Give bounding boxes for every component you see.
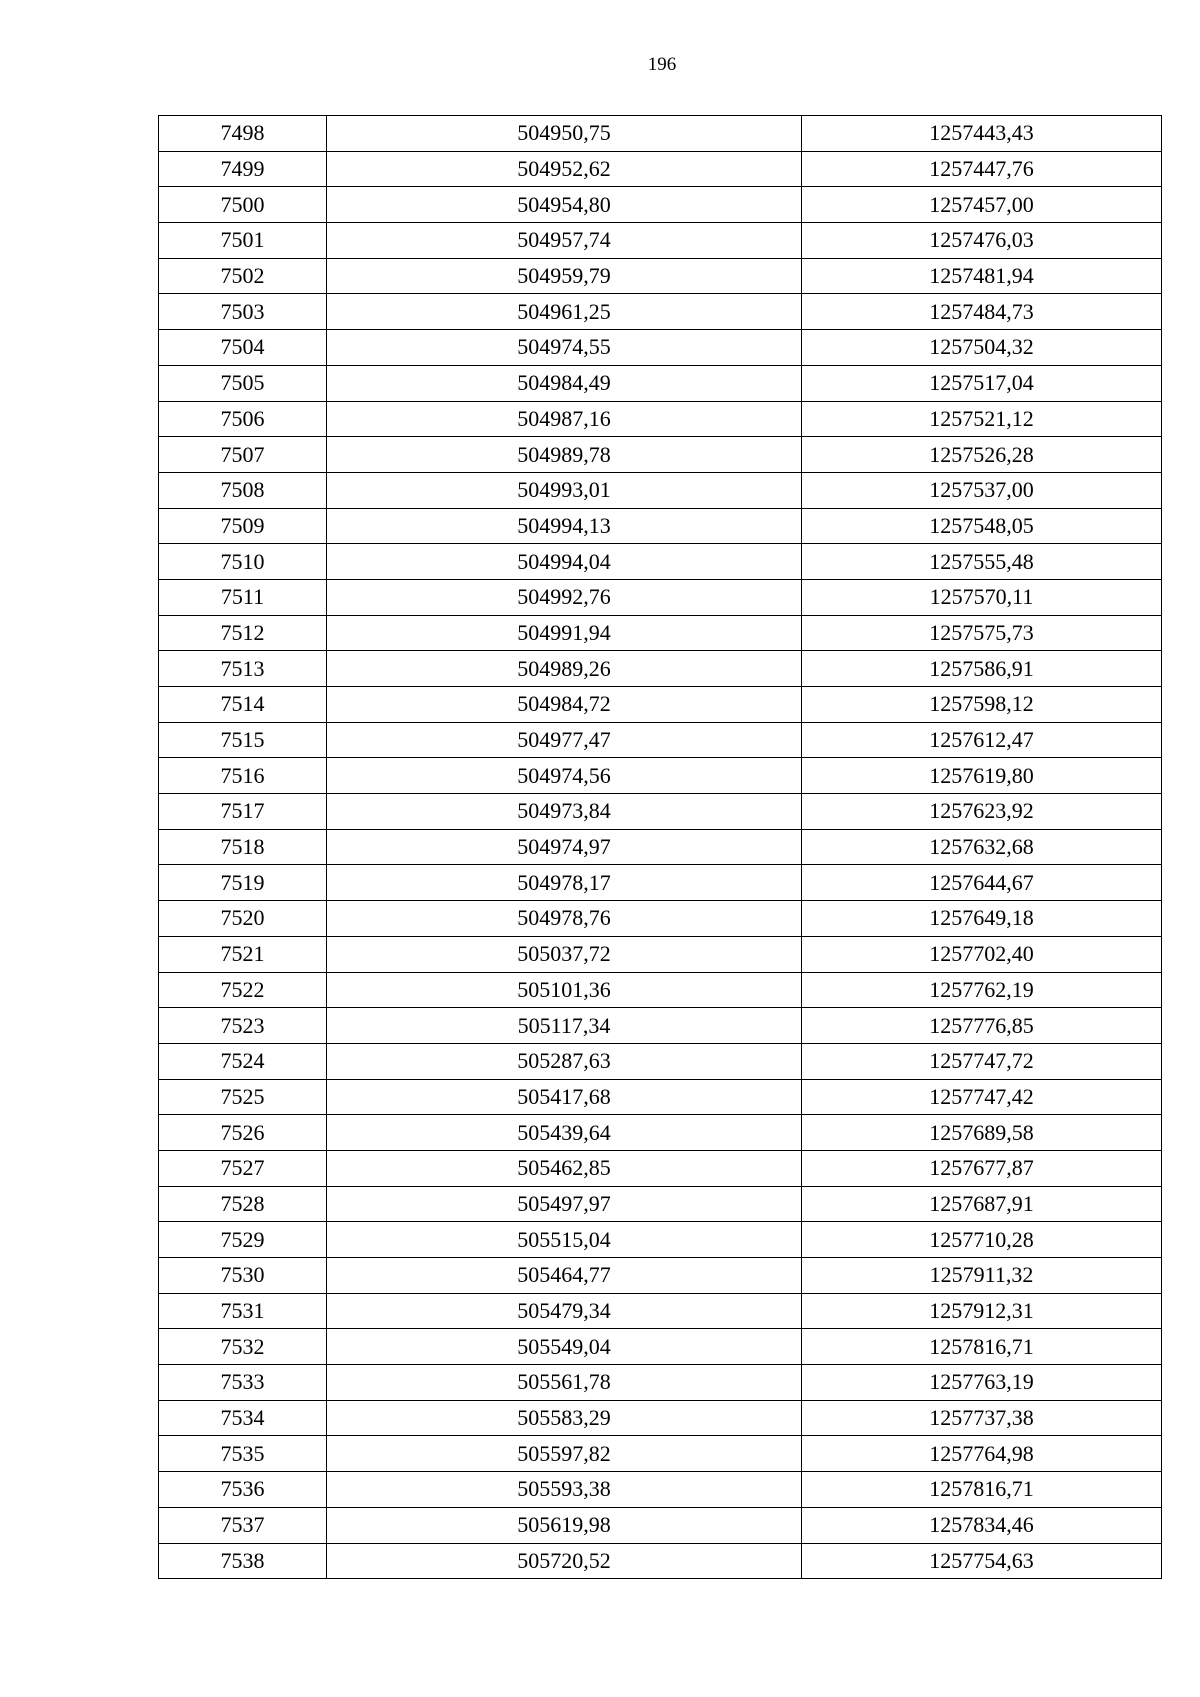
x-coordinate-cell: 505549,04 bbox=[327, 1329, 802, 1365]
point-number-cell: 7513 bbox=[159, 651, 327, 687]
point-number-cell: 7520 bbox=[159, 901, 327, 937]
point-number-cell: 7502 bbox=[159, 258, 327, 294]
point-number-cell: 7507 bbox=[159, 437, 327, 473]
point-number-cell: 7527 bbox=[159, 1150, 327, 1186]
table-row bbox=[159, 1472, 1162, 1508]
y-coordinate-cell: 1257649,18 bbox=[802, 901, 1162, 937]
x-coordinate-cell: 504961,25 bbox=[327, 294, 802, 330]
point-number-cell: 7510 bbox=[159, 544, 327, 580]
y-coordinate-cell: 1257443,43 bbox=[802, 116, 1162, 152]
table-row bbox=[159, 1293, 1162, 1329]
y-coordinate-cell: 1257537,00 bbox=[802, 472, 1162, 508]
x-coordinate-cell: 504984,72 bbox=[327, 687, 802, 723]
point-number-cell: 7531 bbox=[159, 1293, 327, 1329]
y-coordinate-cell: 1257504,32 bbox=[802, 330, 1162, 366]
y-coordinate-cell: 1257517,04 bbox=[802, 365, 1162, 401]
y-coordinate-cell: 1257612,47 bbox=[802, 722, 1162, 758]
point-number-cell: 7536 bbox=[159, 1472, 327, 1508]
point-number-cell: 7508 bbox=[159, 472, 327, 508]
y-coordinate-cell: 1257737,38 bbox=[802, 1400, 1162, 1436]
y-coordinate-cell: 1257911,32 bbox=[802, 1258, 1162, 1294]
x-coordinate-cell: 504993,01 bbox=[327, 472, 802, 508]
x-coordinate-cell: 505117,34 bbox=[327, 1008, 802, 1044]
page-number: 196 bbox=[647, 54, 677, 75]
point-number-cell: 7519 bbox=[159, 865, 327, 901]
point-number-cell: 7499 bbox=[159, 151, 327, 187]
y-coordinate-cell: 1257526,28 bbox=[802, 437, 1162, 473]
coordinates-table bbox=[158, 115, 1162, 1579]
point-number-cell: 7504 bbox=[159, 330, 327, 366]
y-coordinate-cell: 1257747,72 bbox=[802, 1043, 1162, 1079]
point-number-cell: 7522 bbox=[159, 972, 327, 1008]
point-number-cell: 7535 bbox=[159, 1436, 327, 1472]
point-number-cell: 7521 bbox=[159, 936, 327, 972]
table-row bbox=[159, 1365, 1162, 1401]
y-coordinate-cell: 1257776,85 bbox=[802, 1008, 1162, 1044]
table-row bbox=[159, 865, 1162, 901]
point-number-cell: 7505 bbox=[159, 365, 327, 401]
x-coordinate-cell: 505479,34 bbox=[327, 1293, 802, 1329]
point-number-cell: 7509 bbox=[159, 508, 327, 544]
y-coordinate-cell: 1257677,87 bbox=[802, 1150, 1162, 1186]
point-number-cell: 7524 bbox=[159, 1043, 327, 1079]
table-row bbox=[159, 437, 1162, 473]
point-number-cell: 7537 bbox=[159, 1507, 327, 1543]
point-number-cell: 7538 bbox=[159, 1543, 327, 1579]
point-number-cell: 7506 bbox=[159, 401, 327, 437]
table-row bbox=[159, 794, 1162, 830]
x-coordinate-cell: 505462,85 bbox=[327, 1150, 802, 1186]
x-coordinate-cell: 504974,97 bbox=[327, 829, 802, 865]
y-coordinate-cell: 1257481,94 bbox=[802, 258, 1162, 294]
table-row bbox=[159, 615, 1162, 651]
table-row bbox=[159, 187, 1162, 223]
y-coordinate-cell: 1257447,76 bbox=[802, 151, 1162, 187]
x-coordinate-cell: 504957,74 bbox=[327, 223, 802, 259]
table-row bbox=[159, 151, 1162, 187]
x-coordinate-cell: 504978,17 bbox=[327, 865, 802, 901]
point-number-cell: 7530 bbox=[159, 1258, 327, 1294]
point-number-cell: 7511 bbox=[159, 579, 327, 615]
x-coordinate-cell: 504954,80 bbox=[327, 187, 802, 223]
x-coordinate-cell: 504984,49 bbox=[327, 365, 802, 401]
table-row bbox=[159, 901, 1162, 937]
table-row bbox=[159, 258, 1162, 294]
point-number-cell: 7534 bbox=[159, 1400, 327, 1436]
table-row bbox=[159, 223, 1162, 259]
y-coordinate-cell: 1257816,71 bbox=[802, 1329, 1162, 1365]
y-coordinate-cell: 1257689,58 bbox=[802, 1115, 1162, 1151]
point-number-cell: 7501 bbox=[159, 223, 327, 259]
table-row bbox=[159, 1008, 1162, 1044]
y-coordinate-cell: 1257754,63 bbox=[802, 1543, 1162, 1579]
point-number-cell: 7526 bbox=[159, 1115, 327, 1151]
table-row bbox=[159, 508, 1162, 544]
table-row bbox=[159, 1222, 1162, 1258]
point-number-cell: 7498 bbox=[159, 116, 327, 152]
table-row bbox=[159, 687, 1162, 723]
y-coordinate-cell: 1257702,40 bbox=[802, 936, 1162, 972]
y-coordinate-cell: 1257476,03 bbox=[802, 223, 1162, 259]
x-coordinate-cell: 504952,62 bbox=[327, 151, 802, 187]
point-number-cell: 7518 bbox=[159, 829, 327, 865]
y-coordinate-cell: 1257762,19 bbox=[802, 972, 1162, 1008]
x-coordinate-cell: 505597,82 bbox=[327, 1436, 802, 1472]
x-coordinate-cell: 504974,56 bbox=[327, 758, 802, 794]
table-row bbox=[159, 579, 1162, 615]
point-number-cell: 7516 bbox=[159, 758, 327, 794]
x-coordinate-cell: 504989,26 bbox=[327, 651, 802, 687]
table-row bbox=[159, 1079, 1162, 1115]
y-coordinate-cell: 1257570,11 bbox=[802, 579, 1162, 615]
table-row bbox=[159, 972, 1162, 1008]
y-coordinate-cell: 1257764,98 bbox=[802, 1436, 1162, 1472]
x-coordinate-cell: 505497,97 bbox=[327, 1186, 802, 1222]
x-coordinate-cell: 504989,78 bbox=[327, 437, 802, 473]
x-coordinate-cell: 505593,38 bbox=[327, 1472, 802, 1508]
table-row bbox=[159, 1329, 1162, 1365]
point-number-cell: 7515 bbox=[159, 722, 327, 758]
point-number-cell: 7503 bbox=[159, 294, 327, 330]
x-coordinate-cell: 505619,98 bbox=[327, 1507, 802, 1543]
table-row bbox=[159, 330, 1162, 366]
table-body bbox=[159, 116, 1162, 1579]
point-number-cell: 7523 bbox=[159, 1008, 327, 1044]
x-coordinate-cell: 505287,63 bbox=[327, 1043, 802, 1079]
x-coordinate-cell: 505439,64 bbox=[327, 1115, 802, 1151]
table-row bbox=[159, 1436, 1162, 1472]
x-coordinate-cell: 505101,36 bbox=[327, 972, 802, 1008]
x-coordinate-cell: 504991,94 bbox=[327, 615, 802, 651]
x-coordinate-cell: 505583,29 bbox=[327, 1400, 802, 1436]
point-number-cell: 7532 bbox=[159, 1329, 327, 1365]
table-row bbox=[159, 544, 1162, 580]
y-coordinate-cell: 1257548,05 bbox=[802, 508, 1162, 544]
y-coordinate-cell: 1257816,71 bbox=[802, 1472, 1162, 1508]
y-coordinate-cell: 1257598,12 bbox=[802, 687, 1162, 723]
point-number-cell: 7528 bbox=[159, 1186, 327, 1222]
table-row bbox=[159, 936, 1162, 972]
y-coordinate-cell: 1257747,42 bbox=[802, 1079, 1162, 1115]
y-coordinate-cell: 1257912,31 bbox=[802, 1293, 1162, 1329]
x-coordinate-cell: 505515,04 bbox=[327, 1222, 802, 1258]
point-number-cell: 7525 bbox=[159, 1079, 327, 1115]
y-coordinate-cell: 1257687,91 bbox=[802, 1186, 1162, 1222]
y-coordinate-cell: 1257619,80 bbox=[802, 758, 1162, 794]
y-coordinate-cell: 1257521,12 bbox=[802, 401, 1162, 437]
x-coordinate-cell: 504950,75 bbox=[327, 116, 802, 152]
table-row bbox=[159, 472, 1162, 508]
x-coordinate-cell: 504959,79 bbox=[327, 258, 802, 294]
y-coordinate-cell: 1257763,19 bbox=[802, 1365, 1162, 1401]
table-row bbox=[159, 1400, 1162, 1436]
table-row bbox=[159, 1507, 1162, 1543]
x-coordinate-cell: 504994,13 bbox=[327, 508, 802, 544]
x-coordinate-cell: 505720,52 bbox=[327, 1543, 802, 1579]
point-number-cell: 7514 bbox=[159, 687, 327, 723]
x-coordinate-cell: 504977,47 bbox=[327, 722, 802, 758]
x-coordinate-cell: 504974,55 bbox=[327, 330, 802, 366]
y-coordinate-cell: 1257644,67 bbox=[802, 865, 1162, 901]
table-row bbox=[159, 1258, 1162, 1294]
y-coordinate-cell: 1257710,28 bbox=[802, 1222, 1162, 1258]
y-coordinate-cell: 1257623,92 bbox=[802, 794, 1162, 830]
table-row bbox=[159, 401, 1162, 437]
x-coordinate-cell: 504973,84 bbox=[327, 794, 802, 830]
table-row bbox=[159, 116, 1162, 152]
x-coordinate-cell: 505561,78 bbox=[327, 1365, 802, 1401]
x-coordinate-cell: 504994,04 bbox=[327, 544, 802, 580]
table-row bbox=[159, 294, 1162, 330]
x-coordinate-cell: 504978,76 bbox=[327, 901, 802, 937]
table-row bbox=[159, 758, 1162, 794]
x-coordinate-cell: 504992,76 bbox=[327, 579, 802, 615]
table-row bbox=[159, 1543, 1162, 1579]
point-number-cell: 7500 bbox=[159, 187, 327, 223]
point-number-cell: 7512 bbox=[159, 615, 327, 651]
point-number-cell: 7517 bbox=[159, 794, 327, 830]
table-row bbox=[159, 1150, 1162, 1186]
x-coordinate-cell: 504987,16 bbox=[327, 401, 802, 437]
table-row bbox=[159, 829, 1162, 865]
table-row bbox=[159, 651, 1162, 687]
point-number-cell: 7533 bbox=[159, 1365, 327, 1401]
y-coordinate-cell: 1257484,73 bbox=[802, 294, 1162, 330]
y-coordinate-cell: 1257632,68 bbox=[802, 829, 1162, 865]
table-row bbox=[159, 722, 1162, 758]
y-coordinate-cell: 1257457,00 bbox=[802, 187, 1162, 223]
table-row bbox=[159, 1115, 1162, 1151]
table-row bbox=[159, 1186, 1162, 1222]
x-coordinate-cell: 505417,68 bbox=[327, 1079, 802, 1115]
point-number-cell: 7529 bbox=[159, 1222, 327, 1258]
x-coordinate-cell: 505037,72 bbox=[327, 936, 802, 972]
y-coordinate-cell: 1257834,46 bbox=[802, 1507, 1162, 1543]
y-coordinate-cell: 1257575,73 bbox=[802, 615, 1162, 651]
x-coordinate-cell: 505464,77 bbox=[327, 1258, 802, 1294]
table-row bbox=[159, 365, 1162, 401]
table-row bbox=[159, 1043, 1162, 1079]
y-coordinate-cell: 1257586,91 bbox=[802, 651, 1162, 687]
y-coordinate-cell: 1257555,48 bbox=[802, 544, 1162, 580]
